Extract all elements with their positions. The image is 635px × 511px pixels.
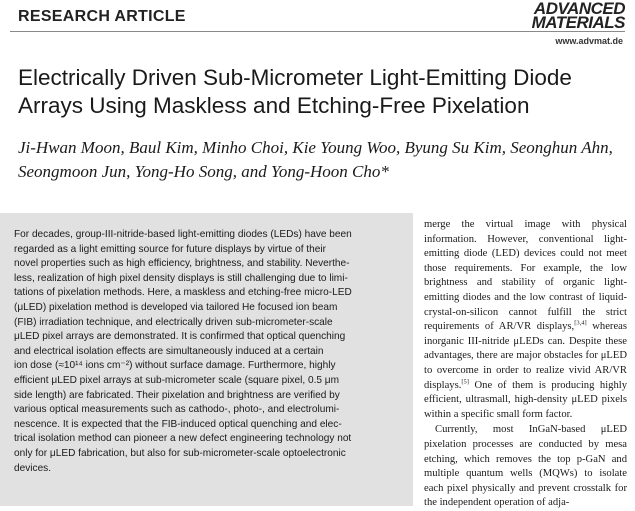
abstract-line: efficient μLED pixel arrays at sub-micrometer scale (square pixel, 0.5 μm [14,374,340,386]
abstract-line: nescence. It is expected that the FIB-induced optical quenching and elec- [14,418,342,430]
abstract-line: less, realization of high pixel density displays is still challenging due to limi- [14,272,348,284]
title-line-1: Electrically Driven Sub-Micrometer Light-Emitting Diode [18,65,572,90]
abstract-line: devices. [14,462,52,474]
journal-url[interactable]: www.advmat.de [555,36,623,46]
journal-logo-line2: MATERIALS [531,13,625,32]
abstract-line: novel properties such as high efficiency, brightness, and stability. Neverthe- [14,258,350,270]
abstract-line: trical isolation method can pioneer a new defect engineering technology not [14,433,352,445]
abstract-line: (μLED) pixelation method is developed via tailored He focused ion beam [14,301,338,313]
abstract-line: and electrical isolation effects are simultaneously induced at a certain [14,345,324,357]
abstract-text [14,228,407,476]
body-text: One of them is producing highly efficient, ultrasmall, high-density μLED pixels within a specific small form factor. [424,379,627,420]
author-list [18,136,623,184]
journal-logo-line1: ADVANCED [533,0,625,18]
authors-line-2: Seongmoon Jun, Yong-Ho Song, and Yong-Hoon Cho* [18,162,389,181]
article-title [18,64,618,120]
abstract-line: (FIB) irradiation technique, and electrically driven sub-micrometer-scale [14,316,333,328]
abstract-line: μLED pixel arrays are demonstrated. It is confirmed that optical quenching [14,331,346,343]
journal-logo[interactable] [532,2,625,30]
authors-line-1: Ji-Hwan Moon, Baul Kim, Minho Choi, Kie Young Woo, Byung Su Kim, Seonghun Ahn, [18,138,613,157]
abstract-line: side length) are fabricated. Their pixelation and brightness are verified by [14,389,340,401]
body-text: whereas inorganic III-nitride μLEDs can. Despite these advantages, there are major obstacles for μLED to overcome in order to realize vivid AR/VR displays. [424,321,627,391]
citation-ref[interactable]: [5] [461,378,469,385]
abstract-line: For decades, group-III-nitride-based light-emitting diodes (LEDs) have been [14,229,352,240]
header-divider [10,31,625,32]
section-label: RESEARCH ARTICLE [18,8,186,25]
abstract-line: regarded as a light emitting source for future displays by virtue of their [14,243,326,255]
body-column [424,218,627,511]
abstract-line: only for μLED fabrication, but also for sub-micrometer-scale optoelectronic [14,447,346,459]
abstract-line: various optical measurements such as cathodo-, photo-, and electrolumi- [14,404,340,416]
body-paragraph-2: Currently, most InGaN-based μLED pixelation processes are conducted by mesa etching, which removes the top p-GaN and multiple quantum wells (MQWs) to isolate each pixel physically and prevent crosstalk for the independent operation of adja- [424,424,627,509]
body-paragraph-1 [424,218,627,422]
title-line-2: Arrays Using Maskless and Etching-Free Pixelation [18,93,530,118]
body-text: merge the virtual image with physical information. However, conventional light-emitting diode (LED) devices could not meet those requirements. For example, the low brightness and stability of organic light-emitting diodes and the low contrast of liquid-crystal-on-silicon cannot fulfill the strict requirements of AR/VR displays, [424,219,627,333]
citation-ref[interactable]: [3,4] [574,319,587,327]
abstract-line: tations of pixelation methods. Here, a maskless and etching-free micro-LED [14,287,352,299]
abstract-line: ion dose (≈10¹⁴ ions cm⁻²) without surface damage. Furthermore, highly [14,360,336,372]
